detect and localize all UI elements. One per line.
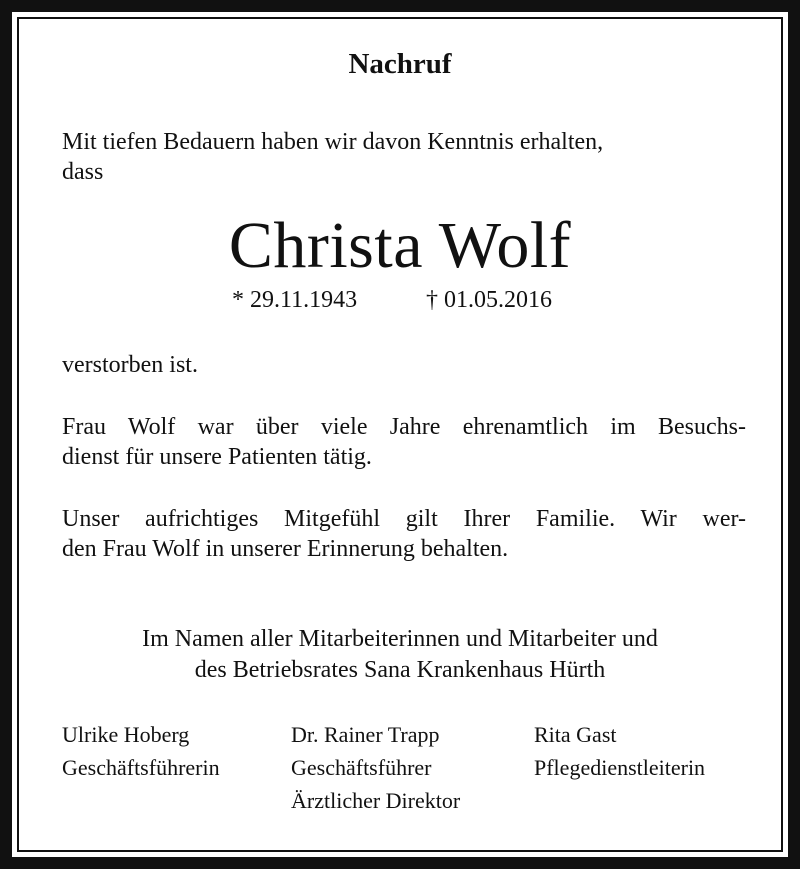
paragraph-2-line-2: den Frau Wolf in unserer Erinnerung behalten.	[62, 536, 509, 562]
signatory-role: Geschäftsführer	[291, 755, 432, 780]
paragraph-1-line-1: Frau Wolf war über viele Jahre ehrenamtlich im Besuchs-	[62, 414, 746, 440]
signatory-name: Rita Gast	[534, 722, 617, 747]
birth-date: * 29.11.1943	[232, 287, 358, 313]
signatory-role: Geschäftsführerin	[62, 755, 220, 780]
intro-line-2: dass	[62, 159, 104, 185]
signatory-3	[534, 718, 705, 784]
signatory-role: Pflegedienstleiterin	[534, 755, 706, 780]
paragraph-2-line-1: Unser aufrichtiges Mitgefühl gilt Ihrer Familie. Wir wer-	[62, 506, 746, 532]
paragraph-1-line-2: dienst für unsere Patienten tätig.	[62, 444, 372, 470]
signatory-1	[62, 718, 220, 784]
signatory-name: Ulrike Hoberg	[62, 722, 190, 747]
intro-line-1: Mit tiefen Bedauern haben wir davon Kenntnis erhalten,	[62, 129, 604, 155]
after-name-text: verstorben ist.	[62, 352, 198, 378]
on-behalf-line-1: Im Namen aller Mitarbeiterinnen und Mitarbeiter und	[142, 626, 658, 652]
deceased-name: Christa Wolf	[228, 209, 572, 282]
on-behalf-line-2: des Betriebsrates Sana Krankenhaus Hürth	[194, 657, 606, 683]
signatory-name: Dr. Rainer Trapp	[291, 722, 440, 747]
signatory-2	[291, 718, 460, 817]
death-date: † 01.05.2016	[426, 287, 552, 313]
obituary-title: Nachruf	[348, 48, 452, 80]
signatory-role-secondary: Ärztlicher Direktor	[291, 788, 461, 813]
